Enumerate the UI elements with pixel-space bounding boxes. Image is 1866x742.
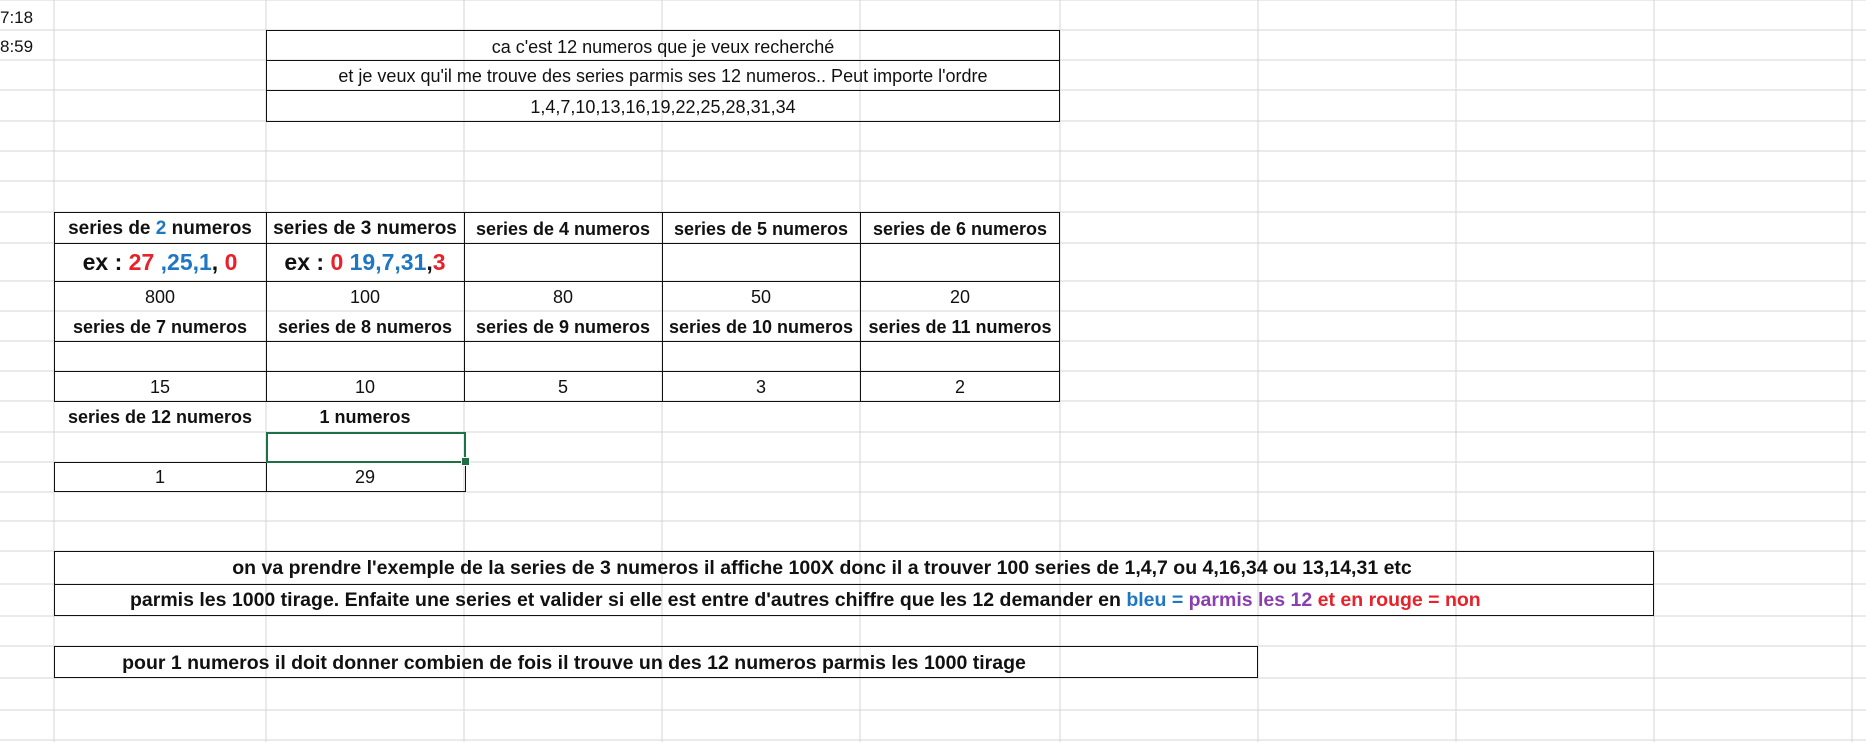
cell-a1-time: 7:18	[0, 8, 34, 27]
value-series-2[interactable]: 800	[144, 287, 176, 307]
header-series-9[interactable]: series de 9 numeros	[475, 317, 651, 337]
request-divider-2	[266, 90, 1060, 91]
value-1-numero[interactable]: 29	[354, 467, 376, 487]
header-series-7[interactable]: series de 7 numeros	[72, 317, 248, 337]
value-series-4[interactable]: 80	[552, 287, 574, 307]
series-table-rule	[54, 341, 1060, 342]
explanation-line-2[interactable]: parmis les 1000 tirage. Enfaite une series et valider si elle est entre d'autres chiffre que les 12 demander en bleu = parmis les 12 et en rouge = non	[130, 589, 1481, 611]
value-series-12[interactable]: 1	[154, 467, 165, 487]
value-series-7[interactable]: 15	[149, 377, 171, 397]
series-table-col-rule	[464, 212, 465, 402]
header-series-3[interactable]: series de 3 numeros	[273, 219, 457, 238]
value-series-3[interactable]: 100	[349, 287, 381, 307]
cell-a2-time: 8:59	[0, 37, 34, 56]
header-series-12[interactable]: series de 12 numeros	[67, 407, 253, 427]
fill-handle[interactable]	[461, 457, 470, 466]
header-series-4[interactable]: series de 4 numeros	[475, 219, 651, 239]
series-table-col-rule	[266, 212, 267, 402]
series-table-rule	[54, 371, 1060, 372]
series-table-rule	[54, 243, 1060, 244]
header-series-10[interactable]: series de 10 numeros	[668, 318, 854, 336]
value-series-8[interactable]: 10	[354, 377, 376, 397]
explanation-line-1[interactable]: on va prendre l'exemple de la series de 3 numeros il affiche 100X donc il a trouver 100 series de 1,4,7 ou 4,16,34 ou 13,14,31 etc	[232, 557, 1412, 579]
example-series-3[interactable]: ex : 0 19,7,31,3	[284, 251, 446, 274]
series-table-col-rule	[662, 212, 663, 402]
request-numbers[interactable]: 1,4,7,10,13,16,19,22,25,28,31,34	[530, 97, 796, 117]
value-series-9[interactable]: 5	[557, 377, 568, 397]
header-1-numero[interactable]: 1 numeros	[319, 407, 411, 427]
series-table-col-rule	[860, 212, 861, 402]
request-line-2[interactable]: et je veux qu'il me trouve des series parmis ses 12 numeros.. Peut importe l'ordre	[338, 66, 988, 86]
explanation-divider	[54, 584, 1654, 585]
header-series-2[interactable]: series de 2 numeros	[68, 218, 252, 239]
value-series-10[interactable]: 3	[755, 377, 766, 397]
series-table-rule	[54, 281, 1060, 282]
request-divider-1	[266, 60, 1060, 61]
value-series-6[interactable]: 20	[949, 287, 971, 307]
header-series-6[interactable]: series de 6 numeros	[872, 219, 1048, 239]
request-line-1[interactable]: ca c'est 12 numeros que je veux recherché	[491, 37, 835, 57]
header-series-8[interactable]: series de 8 numeros	[277, 317, 453, 337]
selected-cell[interactable]	[266, 432, 466, 463]
header-series-11[interactable]: series de 11 numeros	[868, 318, 1052, 336]
header-series-5[interactable]: series de 5 numeros	[673, 219, 849, 239]
example-series-2[interactable]: ex : 27 ,25,1, 0	[82, 249, 238, 275]
value-series-5[interactable]: 50	[750, 287, 772, 307]
series-table-frame	[54, 212, 1060, 402]
value-series-11[interactable]: 2	[954, 377, 965, 397]
note-text[interactable]: pour 1 numeros il doit donner combien de fois il trouve un des 12 numeros parmis les 1000 tirage	[122, 652, 1026, 674]
